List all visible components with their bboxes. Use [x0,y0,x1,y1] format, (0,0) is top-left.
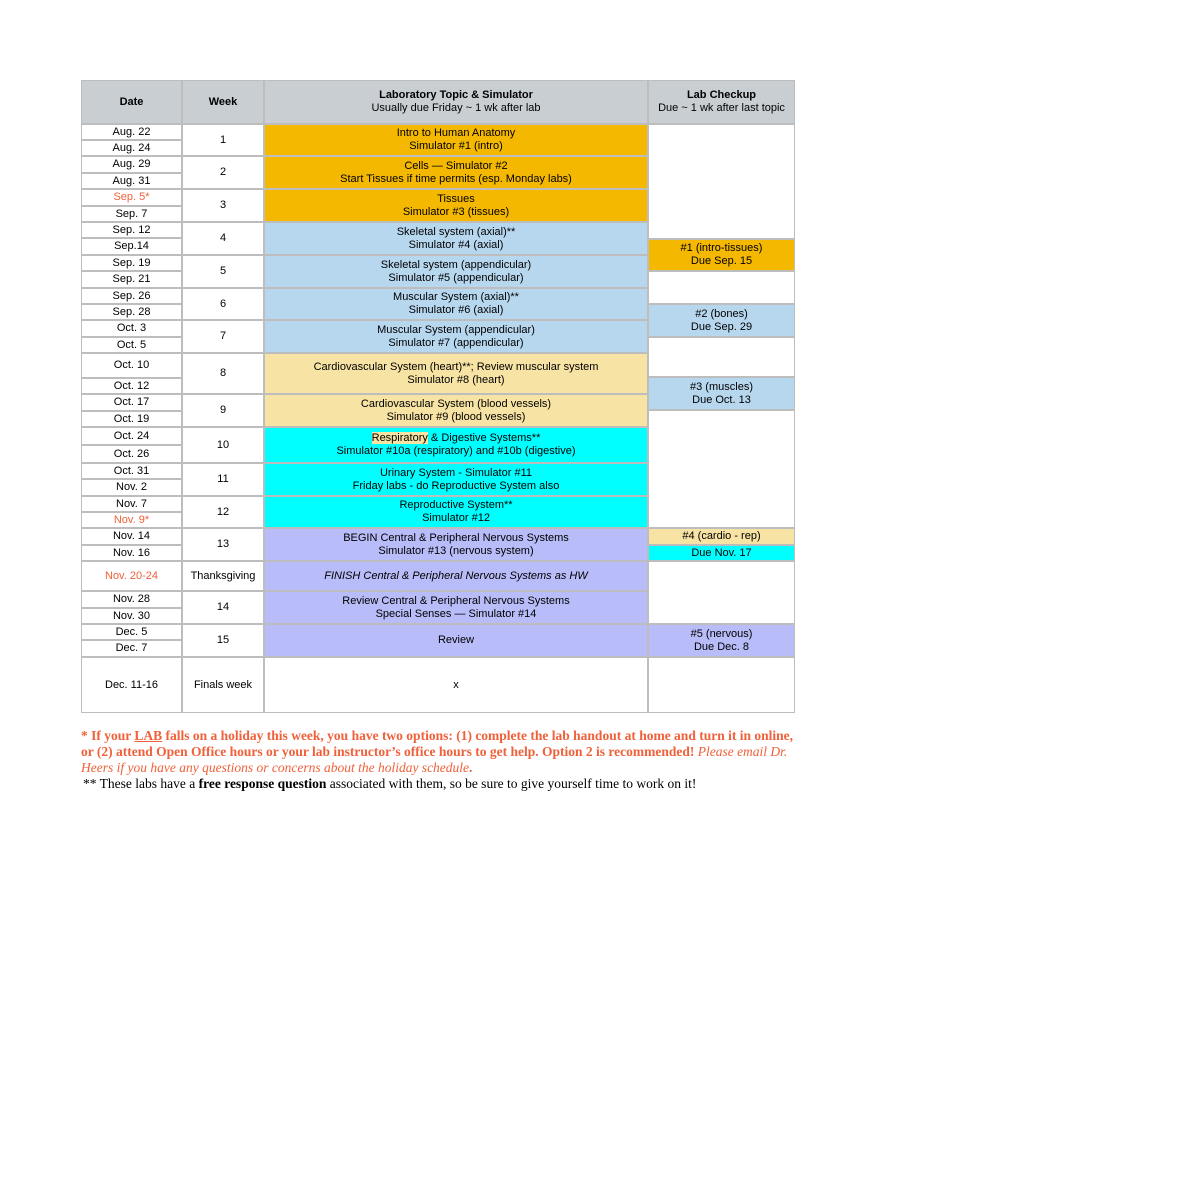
checkup-line2: Due Oct. 13 [692,393,751,406]
topic-cell [264,561,648,591]
date-cell [81,496,182,512]
week-cell [182,353,264,394]
date-text: Sep. 12 [112,223,151,236]
header-topic [264,80,648,124]
header-date [81,80,182,124]
topic-cell [264,222,648,255]
topic-cell [264,528,648,561]
date-cell [81,206,182,222]
date-text: Nov. 14 [112,530,151,542]
topic-cell [264,189,648,222]
topic-line1: Cardiovascular System (heart)**; Review muscular system [313,360,599,373]
topic-cell [264,496,648,528]
week-cell [182,320,264,353]
checkup-empty [648,561,795,624]
date-text: Nov. 20-24 [105,569,158,582]
topic-cell [264,320,648,353]
checkup-line2: Due Nov. 17 [691,546,752,559]
topic-cell [264,463,648,496]
topic-line1: Cardiovascular System (blood vessels) [360,397,552,410]
header-topic-sub: Usually due Friday ~ 1 wk after lab [371,102,541,114]
holiday-footnote-b: falls on a holiday this week, you have two options: (1) complete the lab handout at home and turn it in online, or (2) attend Open Office hours or your lab instructor’s office hours to get help. Option 2 is recommended! [81,728,793,759]
date-text: Oct. 12 [113,379,150,392]
date-text: Nov. 7 [116,497,147,510]
topic-cell [264,288,648,320]
date-text: Nov. 2 [116,481,147,493]
checkup-line1: #1 (intro-tissues) [680,242,763,254]
checkup-cell [648,304,795,337]
date-text: Sep. 26 [112,289,151,302]
topic-line2: Simulator #9 (blood vessels) [386,410,526,423]
date-text: Sep. 21 [112,273,151,285]
date-text: Aug. 31 [112,174,151,187]
header-checkup-title: Lab Checkup [686,89,757,101]
checkup-cell [648,528,795,545]
date-cell [81,528,182,545]
footnotes [81,728,801,792]
topic-line2: Simulator #10a (respiratory) and #10b (digestive) [336,445,576,457]
topic-highlight: Respiratory [371,432,428,444]
date-cell [81,337,182,353]
holiday-footnote-end: . [469,760,473,775]
header-week-label: Week [208,95,238,108]
date-cell [81,156,182,173]
date-cell [81,304,182,320]
date-cell-holiday [81,561,182,591]
week-text: 4 [219,232,227,244]
week-text: 9 [219,404,227,416]
topic-line1: Intro to Human Anatomy [396,127,516,139]
topic-line1: x [453,678,459,691]
week-text: Thanksgiving [190,569,256,582]
checkup-line1: #4 (cardio - rep) [682,530,761,542]
date-cell [81,427,182,445]
topic-line1: BEGIN Central & Peripheral Nervous Systems [343,531,569,544]
date-text: Sep. 28 [112,305,151,318]
checkup-line2: Due Dec. 8 [693,640,750,653]
header-date-label: Date [119,95,144,108]
date-cell [81,463,182,479]
week-cell [182,624,264,657]
topic-line2: Simulator #3 (tissues) [402,205,510,218]
date-text: Oct. 10 [113,359,150,371]
date-cell [81,545,182,561]
date-cell [81,657,182,713]
topic-cell [264,255,648,288]
topic-cell [264,427,648,463]
week-text: Finals week [193,678,253,691]
checkup-cell [648,239,795,271]
week-text: 3 [219,199,227,211]
week-cell [182,496,264,528]
date-cell [81,445,182,463]
date-cell [81,378,182,394]
topic-line2: Start Tissues if time permits (esp. Monday labs) [340,172,572,185]
date-text: Aug. 22 [112,125,151,138]
topic-cell [264,394,648,427]
checkup-line2: Due Sep. 15 [690,255,753,267]
date-cell [81,173,182,189]
week-cell [182,528,264,561]
checkup-cell [648,624,795,657]
week-text: 7 [219,330,227,342]
holiday-footnote-lab: LAB [134,728,163,743]
topic-line2: Simulator #1 (intro) [409,140,503,152]
week-text: 5 [219,265,227,277]
topic-line2: Simulator #5 (appendicular) [388,271,524,284]
date-cell [81,255,182,271]
date-text: Dec. 7 [115,642,148,654]
date-text: Nov. 16 [112,546,151,559]
week-cell [182,156,264,189]
topic-line1: Muscular System (axial)** [393,291,519,303]
date-cell-holiday [81,512,182,528]
date-cell [81,288,182,304]
topic-line1: Skeletal system (axial)** [396,225,516,238]
date-cell [81,394,182,411]
date-text: Oct. 19 [113,412,150,425]
checkup-line1: #2 (bones) [695,307,748,320]
topic-line2: Simulator #7 (appendicular) [388,336,524,349]
week-text: 6 [219,297,227,310]
week-text: 10 [216,438,230,451]
date-text: Nov. 28 [112,593,151,605]
header-checkup-sub: Due ~ 1 wk after last topic [658,102,785,114]
date-text: Sep.14 [114,240,149,252]
topic-line2: Simulator #13 (nervous system) [378,544,534,557]
date-cell-holiday [81,189,182,206]
week-text: 15 [216,634,230,646]
date-cell [81,238,182,255]
free-response-footnote [83,776,801,792]
date-text: Oct. 24 [113,429,150,442]
week-text: 1 [219,133,227,146]
header-week [182,80,264,124]
date-cell [81,591,182,608]
date-text: Oct. 3 [116,322,147,334]
checkup-cell [648,545,795,561]
week-text: 14 [216,601,230,613]
free-response-a: ** These labs have a [83,776,199,791]
topic-cell [264,353,648,394]
week-cell [182,561,264,591]
checkup-line2: Due Sep. 29 [690,320,753,333]
date-text: Oct. 5 [116,338,147,351]
checkup-empty [648,657,795,713]
topic-line1: Urinary System - Simulator #11 [379,466,532,479]
date-cell [81,222,182,238]
free-response-bold: free response question [198,776,327,791]
date-cell [81,320,182,337]
date-cell [81,271,182,288]
date-text: Sep. 7 [115,207,148,220]
header-topic-title: Laboratory Topic & Simulator [379,89,533,101]
holiday-footnote [81,728,801,776]
week-cell [182,591,264,624]
date-text: Dec. 5 [115,625,148,638]
topic-line1: Muscular System (appendicular) [377,323,535,336]
checkup-line1: #5 (nervous) [690,627,753,640]
date-cell [81,411,182,427]
topic-line1: Skeletal system (appendicular) [380,258,532,271]
week-cell [182,222,264,255]
checkup-empty [648,271,795,304]
topic-cell [264,156,648,189]
checkup-empty [648,124,795,239]
holiday-footnote-a: * If your [81,728,135,743]
topic-line1-rest: & Digestive Systems** [427,432,541,444]
date-text: Oct. 31 [113,464,150,477]
date-text: Nov. 9* [113,513,150,526]
topic-line2: Simulator #4 (axial) [408,238,504,251]
date-cell [81,479,182,496]
topic-line1: FINISH Central & Peripheral Nervous Systems as HW [324,569,588,582]
checkup-empty [648,337,795,377]
topic-cell [264,624,648,657]
date-text: Oct. 17 [113,396,150,408]
week-cell [182,657,264,713]
date-text: Sep. 19 [112,256,151,269]
holiday-footnote-email: Please email Dr. Heers if you have any questions or concerns about the holiday schedule [81,744,788,775]
date-text: Dec. 11-16 [105,678,158,691]
topic-line2: Friday labs - do Reproductive System also [352,479,560,492]
week-text: 2 [219,166,227,178]
topic-line2: Simulator #6 (axial) [408,304,504,316]
topic-line1: Review [437,634,475,646]
date-cell [81,140,182,156]
topic-line1: Review Central & Peripheral Nervous Systems [342,594,570,607]
date-text: Aug. 29 [112,158,151,170]
week-cell [182,463,264,496]
checkup-line1: #3 (muscles) [690,380,753,393]
checkup-cell [648,377,795,410]
topic-cell [264,657,648,713]
date-cell [81,353,182,378]
topic-line2: Special Senses — Simulator #14 [375,607,537,620]
week-cell [182,255,264,288]
date-cell [81,608,182,624]
week-cell [182,124,264,156]
schedule-table [81,80,795,713]
week-text: 11 [217,473,229,485]
date-text: Sep. 5* [113,191,150,203]
date-cell [81,124,182,140]
topic-line1: Cells — Simulator #2 [404,159,508,172]
topic-cell [264,124,648,156]
topic-cell [264,591,648,624]
topic-line1: Tissues [437,192,475,205]
week-text: 12 [216,505,230,518]
topic-line1: Reproductive System** [399,499,513,511]
topic-line2: Simulator #8 (heart) [407,373,505,386]
week-cell [182,189,264,222]
date-text: Aug. 24 [112,141,151,154]
header-checkup [648,80,795,124]
date-text: Oct. 26 [113,447,150,460]
date-cell [81,624,182,640]
free-response-c: associated with them, so be sure to give yourself time to work on it! [326,776,697,791]
week-cell [182,394,264,427]
week-cell [182,288,264,320]
topic-line2: Simulator #12 [422,512,490,524]
date-text: Nov. 30 [112,609,151,622]
checkup-empty [648,410,795,528]
week-cell [182,427,264,463]
topic-line1 [372,432,541,445]
week-text: 13 [216,538,230,550]
date-cell [81,640,182,657]
week-text: 8 [219,367,227,379]
